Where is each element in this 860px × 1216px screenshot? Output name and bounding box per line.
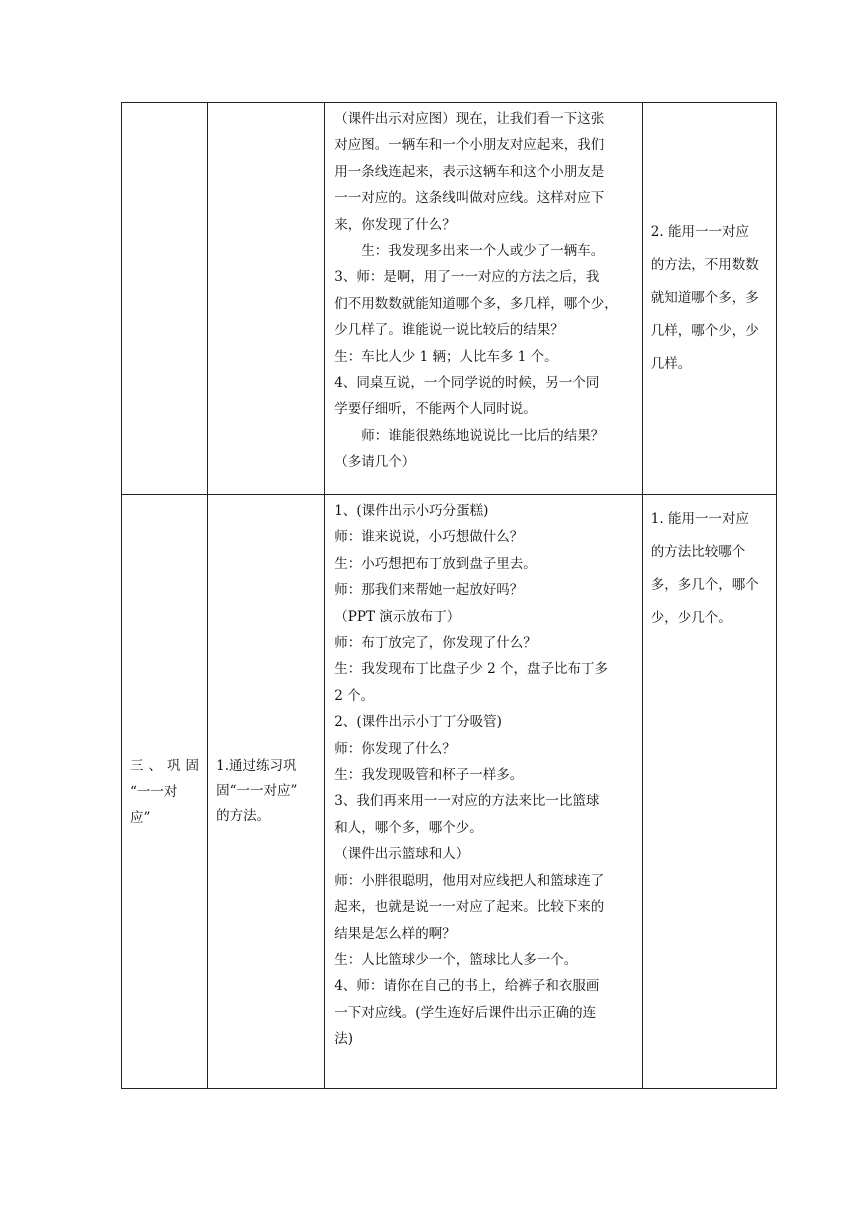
process-text <box>325 495 641 1053</box>
process-line: 学要仔细听，不能两个人同时说。 <box>334 401 537 418</box>
goal-cell <box>642 495 776 1089</box>
objective-line: 1.通过练习巩 <box>216 758 297 774</box>
goal-cell <box>642 103 776 495</box>
objective-line: 的方法。 <box>216 808 271 824</box>
goal-line: 几样。 <box>650 356 692 372</box>
process-line: 师：那我们来帮她一起放好吗？ <box>334 582 524 599</box>
process-line: 生：车比人少 1 辆；人比车多 1 个。 <box>334 348 558 365</box>
objective-text <box>208 754 324 829</box>
process-line: 对应图。一辆车和一个小朋友对应起来，我们 <box>334 137 605 154</box>
table-row <box>122 495 777 1089</box>
process-line: 师：谁来说说，小巧想做什么？ <box>334 529 524 546</box>
process-line: 师：布丁放完了，你发现了什么？ <box>334 635 537 652</box>
goal-line: 2. 能用一一对应 <box>650 224 749 240</box>
stage-line: 应” <box>130 809 151 826</box>
goal-line: 的方法，不用数数 <box>650 257 759 273</box>
process-line: 4、师：请你在自己的书上，给裤子和衣服画 <box>334 978 600 995</box>
process-line: 师：你发现了什么？ <box>334 740 456 757</box>
goal-line: 1. 能用一一对应 <box>650 511 749 527</box>
stage-cell <box>122 495 208 1089</box>
objective-cell <box>208 495 325 1089</box>
goal-line: 多，多几个，哪个 <box>650 577 759 593</box>
process-text <box>325 103 641 476</box>
process-cell <box>325 103 642 495</box>
process-line: （PPT 演示放布丁） <box>334 608 461 625</box>
process-line: 师：谁能很熟练地说说比一比后的结果？ <box>361 427 605 444</box>
process-line: 用一条线连起来，表示这辆车和这个小朋友是 <box>334 163 605 180</box>
process-line: 起来，也就是说一一对应了起来。比较下来的 <box>334 899 605 916</box>
process-line: 2、(课件出示小丁丁分吸管) <box>334 714 502 731</box>
process-line: 生：人比篮球少一个，篮球比人多一个。 <box>334 951 578 968</box>
process-line: （课件出示对应图）现在，让我们看一下这张 <box>334 111 605 127</box>
process-line: 一下对应线。(学生连好后课件出示正确的连 <box>334 1004 597 1021</box>
goal-line: 几样，哪个少，少 <box>650 323 759 339</box>
stage-cell <box>122 103 208 495</box>
process-line: 生：我发现多出来一个人或少了一辆车。 <box>361 243 605 260</box>
stage-line: 三、巩固 <box>130 757 204 774</box>
process-line: 们不用数数就能知道哪个多，多几样，哪个少， <box>334 295 618 312</box>
process-line: 结果是怎么样的啊？ <box>334 925 456 942</box>
stage-text <box>122 753 207 831</box>
table-row <box>122 103 777 495</box>
process-line: 生：小巧想把布丁放到盘子里去。 <box>334 555 537 572</box>
process-line: 4、同桌互说，一个同学说的时候，另一个同 <box>334 375 600 392</box>
goal-line: 的方法比较哪个 <box>650 544 746 560</box>
process-line: 来，你发现了什么？ <box>334 216 456 233</box>
process-line: 生：我发现吸管和杯子一样多。 <box>334 767 524 784</box>
goal-line: 少，少几个。 <box>650 610 732 626</box>
process-line: （多请几个） <box>334 454 416 471</box>
objective-line: 固“一一对应” <box>216 783 298 799</box>
stage-line: “一一对 <box>130 783 178 800</box>
process-line: 2 个。 <box>334 687 375 704</box>
goal-line: 就知道哪个多，多 <box>650 290 759 306</box>
goal-text <box>643 495 776 635</box>
process-line: （课件出示篮球和人） <box>334 846 470 863</box>
process-line: 师：小胖很聪明，他用对应线把人和篮球连了 <box>334 872 605 889</box>
goal-text <box>643 216 776 381</box>
objective-cell <box>208 103 325 495</box>
process-line: 一一对应的。这条线叫做对应线。这样对应下 <box>334 190 605 207</box>
process-line: 少几样了。谁能说一说比较后的结果？ <box>334 322 564 339</box>
process-line: 生：我发现布丁比盘子少 2 个，盘子比布丁多 <box>334 661 608 678</box>
process-line: 法) <box>334 1031 354 1048</box>
lesson-plan-table <box>121 102 777 1089</box>
process-line: 3、师：是啊，用了一一对应的方法之后，我 <box>334 269 600 286</box>
process-line: 和人，哪个多，哪个少。 <box>334 819 483 836</box>
process-line: 1、(课件出示小巧分蛋糕) <box>334 503 489 519</box>
process-cell <box>325 495 642 1089</box>
process-line: 3、我们再来用一一对应的方法来比一比篮球 <box>334 793 600 810</box>
